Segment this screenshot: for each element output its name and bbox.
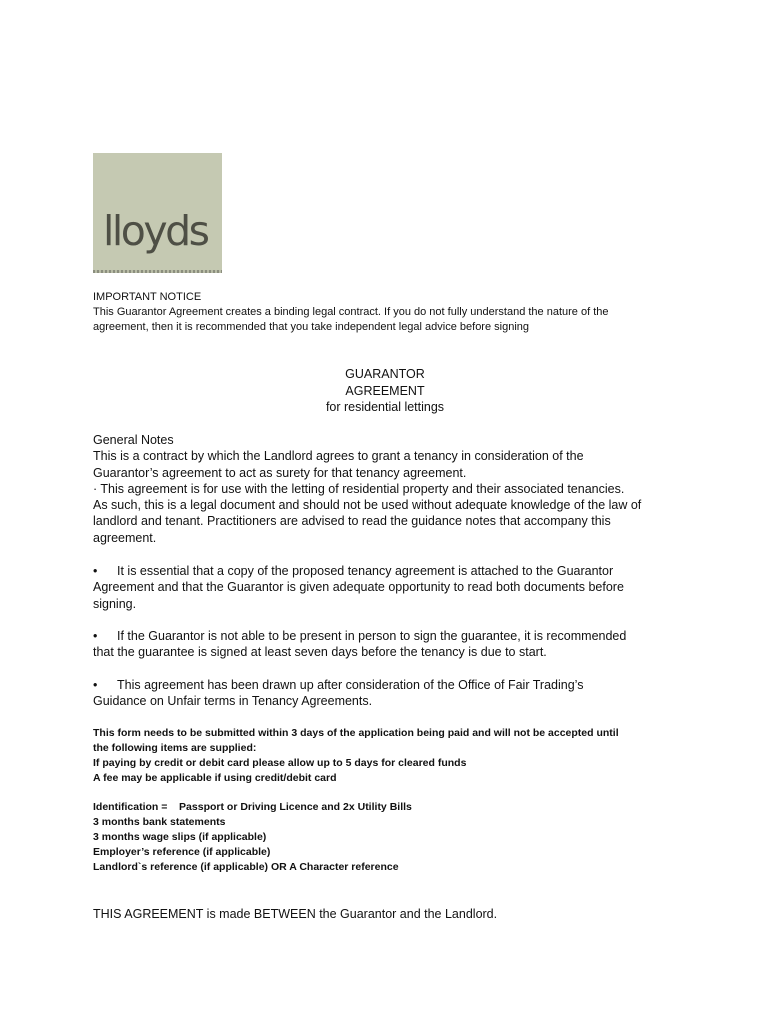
identification-requirements [93, 800, 693, 875]
bullet-text: It is essential that a copy of the proposed tenancy agreement is attached to the Guarantor [117, 564, 614, 578]
identification-line: Identification = Passport or Driving Licence and 2x Utility Bills [93, 801, 412, 813]
general-notes-line: landlord and tenant. Practitioners are advised to read the guidance notes that accompany this [93, 514, 611, 529]
submission-line: the following items are supplied: [93, 742, 257, 754]
bullet-item [93, 563, 678, 612]
general-notes-line: · This agreement is for use with the letting of residential property and their associated tenancies. [93, 481, 625, 496]
bullet-first-line [93, 628, 678, 644]
identification-line: Landlord`s reference (if applicable) OR A Character reference [93, 861, 399, 873]
bullet-text: Guidance on Unfair terms in Tenancy Agreements. [93, 694, 373, 709]
bullet-text: Agreement and that the Guarantor is given adequate opportunity to read both documents before [93, 580, 624, 595]
agreement-statement: THIS AGREEMENT is made BETWEEN the Guarantor and the Landlord. [93, 907, 498, 921]
general-notes-line: As such, this is a legal document and should not be used without adequate knowledge of the law of [93, 498, 642, 513]
bullet-icon: • [93, 678, 98, 692]
bullet-first-line [93, 677, 678, 693]
bullet-first-line [93, 563, 678, 579]
submission-line: This form needs to be submitted within 3 days of the application being paid and will not be accepted until [93, 727, 619, 739]
identification-line: 3 months wage slips (if applicable) [93, 831, 267, 843]
general-notes-line: agreement. [93, 530, 157, 545]
bullet-text: signing. [93, 596, 137, 611]
lloyds-logo [93, 153, 222, 273]
submission-requirements [93, 726, 693, 786]
identification-line: 3 months bank statements [93, 816, 226, 828]
logo-underline [93, 270, 222, 273]
title-line: AGREEMENT [345, 383, 425, 398]
general-notes-line: Guarantor’s agreement to act as surety for that tenancy agreement. [93, 465, 467, 480]
logo-wordmark: lloyds [103, 207, 208, 255]
bullet-item [93, 628, 678, 661]
general-notes-heading: General Notes [93, 433, 174, 447]
bullet-text: If the Guarantor is not able to be present in person to sign the guarantee, it is recommended [117, 629, 627, 643]
document-title [0, 366, 770, 416]
bullet-item [93, 677, 678, 710]
submission-line: If paying by credit or debit card please allow up to 5 days for cleared funds [93, 757, 467, 769]
identification-line: Employer’s reference (if applicable) [93, 846, 271, 858]
notice-heading: IMPORTANT NOTICE [93, 291, 202, 303]
bullet-text: This agreement has been drawn up after consideration of the Office of Fair Trading’s [117, 678, 584, 692]
bullet-icon: • [93, 564, 98, 578]
bullet-text: that the guarantee is signed at least seven days before the tenancy is due to start. [93, 645, 547, 660]
general-notes [93, 432, 678, 546]
notice-line: agreement, then it is recommended that you take independent legal advice before signing [93, 321, 530, 333]
title-line: GUARANTOR [345, 367, 425, 381]
general-notes-line: This is a contract by which the Landlord agrees to grant a tenancy in consideration of the [93, 449, 584, 464]
title-subtitle: for residential lettings [325, 400, 445, 414]
notice-line: This Guarantor Agreement creates a binding legal contract. If you do not fully understand the nature of the [93, 306, 609, 318]
submission-line: A fee may be applicable if using credit/debit card [93, 772, 337, 784]
bullet-icon: • [93, 629, 98, 643]
important-notice [93, 290, 693, 335]
